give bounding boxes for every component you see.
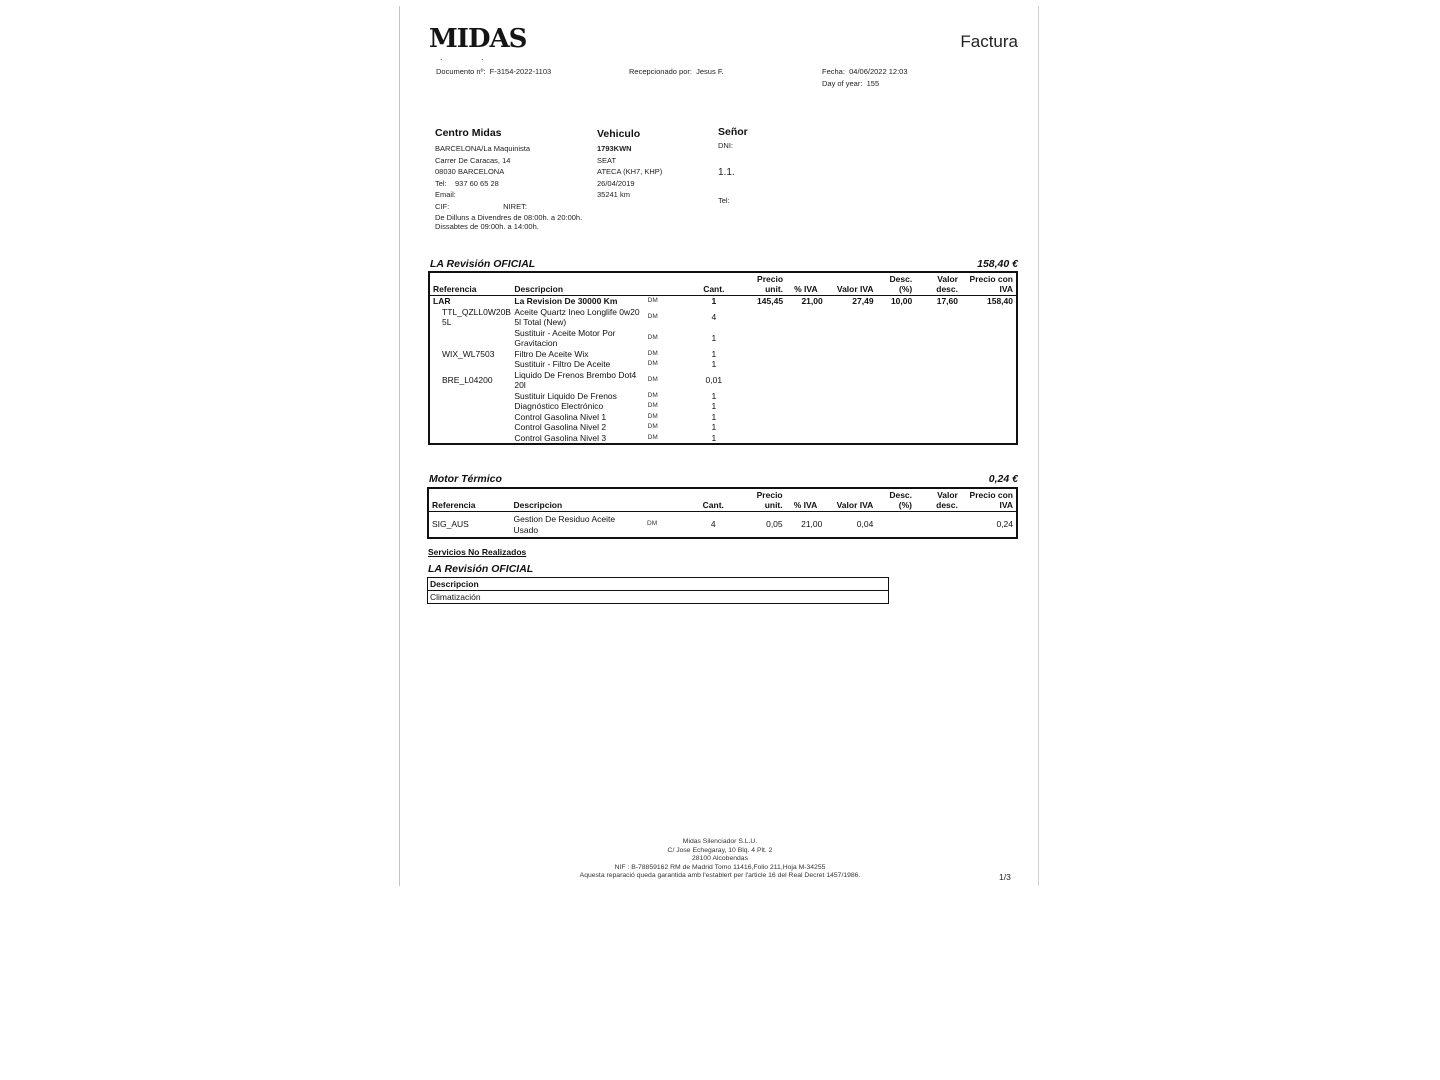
col-descripcion: Descripcion xyxy=(428,578,889,591)
centro-title: Centro Midas xyxy=(435,127,502,139)
senor-title: Señor xyxy=(718,126,748,138)
table-row: Climatización xyxy=(430,592,481,602)
table-row: WIX_WL7503 Filtro De Aceite Wix DM 1 xyxy=(442,348,717,359)
vehiculo-details xyxy=(597,143,662,201)
fecha: Fecha: 04/06/2022 12:03 xyxy=(822,67,908,76)
col-valor-iva: Valor IVA xyxy=(825,488,876,512)
col-cant: Cant. xyxy=(689,488,738,512)
senor-tel: Tel: xyxy=(718,196,730,205)
col-valor-desc: Valor desc. xyxy=(915,488,961,512)
vehiculo-title: Vehiculo xyxy=(597,128,641,140)
recepcionado-por: Recepcionado por: Jesus F. xyxy=(629,67,724,76)
col-iva: % IVA xyxy=(786,272,826,296)
table-row: Control Gasolina Nivel 3 DM 1 xyxy=(514,432,717,443)
table-row: SIG_AUS Gestion De Residuo Aceite Usado DM 4 0,05 21,00 0,04 0,24 xyxy=(432,514,1013,535)
invoice-page xyxy=(400,6,1038,890)
centro-line: Carrer De Caracas, 14 xyxy=(435,155,511,165)
pending-section-title: LA Revisión OFICIAL xyxy=(428,563,534,575)
table-row: Control Gasolina Nivel 1 DM 1 xyxy=(514,411,717,422)
col-valor-desc: Valor desc. xyxy=(915,272,961,296)
centro-email: Email: xyxy=(435,190,456,199)
col-referencia: Referencia xyxy=(428,488,511,512)
col-um xyxy=(645,272,690,296)
pending-services-table xyxy=(427,577,889,604)
day-of-year: Day of year: 155 xyxy=(822,79,880,88)
section-revision-title: LA Revisión OFICIAL xyxy=(430,258,536,270)
table-header-row xyxy=(429,272,1017,296)
vehiculo-line: 35241 km xyxy=(597,190,630,199)
col-desc-pct: Desc. (%) xyxy=(877,272,916,296)
table-row: Diagnóstico Electrónico DM 1 xyxy=(514,401,717,411)
col-precio-unit: Precio unit. xyxy=(738,488,786,512)
centro-address xyxy=(435,143,582,231)
senor-id: 1.1. xyxy=(718,167,735,178)
table-row: LAR La Revision De 30000 Km DM 1 145,45 21,00 27,49 10,00 17,60 158,40 xyxy=(433,296,1013,306)
section-revision-total: 158,40 € xyxy=(977,258,1018,270)
centro-line: 08030 BARCELONA xyxy=(435,167,505,176)
table-row: TTL_QZLL0W20B 5L Aceite Quartz Ineo Longlife 0w20 5l Total (New) DM 4 xyxy=(442,306,717,327)
table-row: Sustituir - Aceite Motor Por Gravitacion DM 1 xyxy=(514,327,717,348)
servicios-no-realizados-heading: Servicios No Realizados xyxy=(428,547,527,557)
table-row: Sustituir Liquido De Frenos DM 1 xyxy=(514,390,717,401)
col-desc-pct: Desc. (%) xyxy=(876,488,915,512)
col-referencia: Referencia xyxy=(429,272,511,296)
section-motor-total: 0,24 € xyxy=(988,473,1018,485)
centro-hours: De Dilluns a Divendres de 08:00h. a 20:00h. Dissabtes de 09:00h. a 14:00h. xyxy=(435,213,583,231)
revision-items-table xyxy=(428,271,1018,445)
vehiculo-line: ATECA (KH7, KHP) xyxy=(597,167,663,176)
table-header-row xyxy=(428,578,889,591)
section-motor-title: Motor Térmico xyxy=(429,473,502,485)
col-valor-iva: Valor IVA xyxy=(826,272,877,296)
col-descripcion: Descripcion xyxy=(511,272,644,296)
col-precio-unit: Precio unit. xyxy=(738,272,786,296)
centro-tel: Tel: 937 60 65 28 xyxy=(435,178,499,188)
motor-items-table xyxy=(427,487,1018,539)
table-row: BRE_L04200 Liquido De Frenos Brembo Dot4 20l DM 0,01 xyxy=(442,369,723,390)
table-header-row xyxy=(428,488,1017,512)
col-um xyxy=(644,488,689,512)
documento-number: Documento nº: F-3154-2022-1103 xyxy=(436,67,552,76)
table-row: Control Gasolina Nivel 2 DM 1 xyxy=(514,422,717,432)
company-footer: Midas Silenciador S.L.U. C/ Jose Echegaray, 10 Blq. 4 Plt. 2 28100 Alcobendas NIF : B-78859162 RM de Madrid Tomo 11416,Folio 211,Hoja M-34255 Aquesta reparació queda garantida amb l'establert per l'article 16 del Real Decret 1457/1986. xyxy=(579,838,861,880)
vehiculo-plate: 1793KWN xyxy=(597,144,632,153)
table-row: Sustituir - Filtro De Aceite DM 1 xyxy=(514,359,717,369)
centro-cif: CIF: NIRET: xyxy=(435,201,527,211)
col-cant: Cant. xyxy=(689,272,738,296)
col-descripcion: Descripcion xyxy=(511,488,644,512)
midas-logo: MIDAS xyxy=(429,24,527,54)
col-iva: % IVA xyxy=(786,488,826,512)
col-precio-iva: Precio con IVA xyxy=(961,272,1017,296)
vehiculo-line: SEAT xyxy=(597,155,617,165)
vehiculo-line: 26/04/2019 xyxy=(597,178,635,188)
logo-decoration: . . xyxy=(440,52,502,62)
col-precio-iva: Precio con IVA xyxy=(961,488,1017,512)
document-title: Factura xyxy=(960,32,1018,51)
centro-line: BARCELONA/La Maquinista xyxy=(435,144,531,153)
senor-dni: DNI: xyxy=(718,141,733,150)
page-number: 1/3 xyxy=(999,872,1011,882)
